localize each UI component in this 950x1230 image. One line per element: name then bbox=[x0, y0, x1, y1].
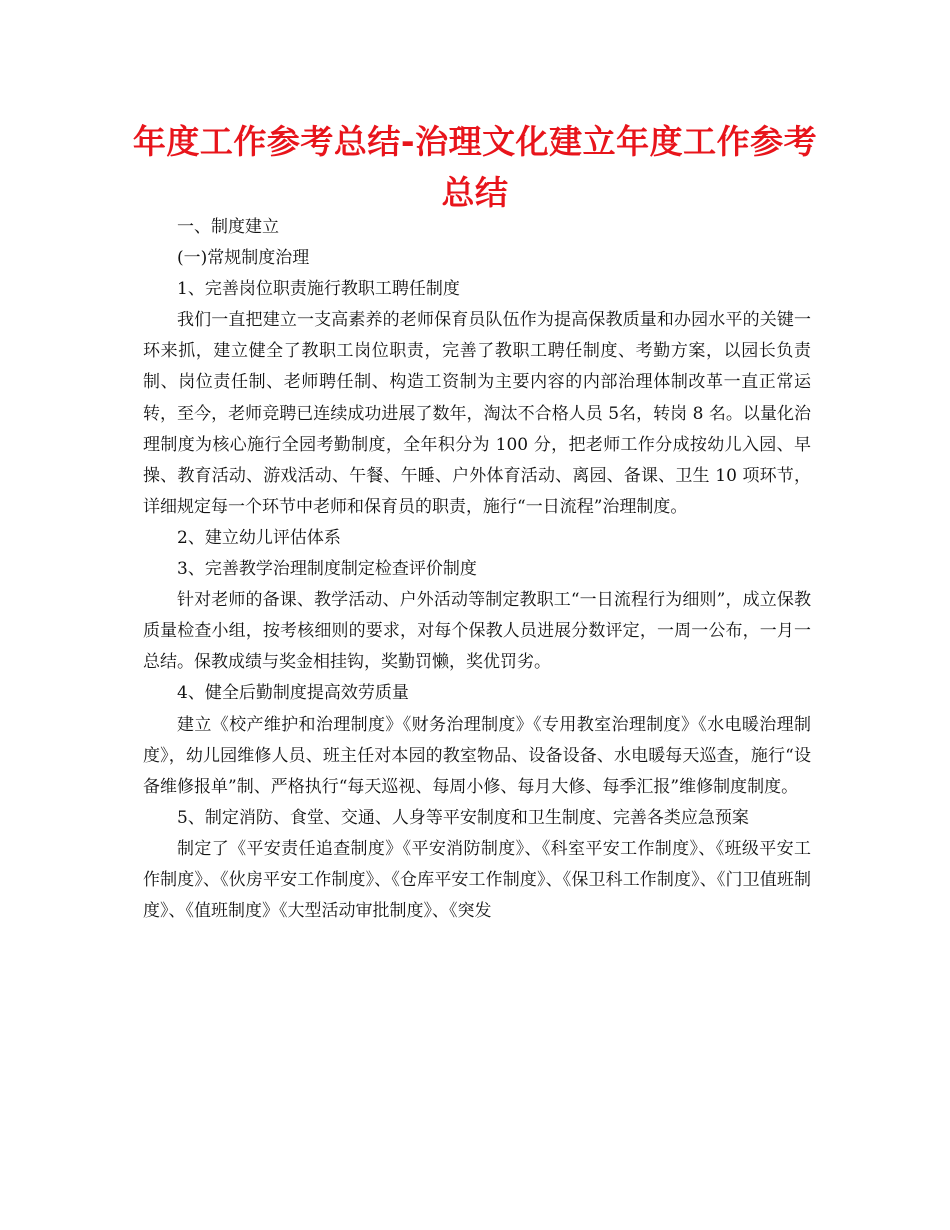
section-heading-system: 一、制度建立 bbox=[177, 217, 279, 237]
paragraph-5: 制定了《平安责任追查制度》《平安消防制度》、《科室平安工作制度》、《班级平安工作制度》、《伙房平安工作制度》、《仓库平安工作制度》、《保卫科工作制度》、《门卫值班制度》、《值班制度》《大型活动审批制度》、《突发 bbox=[143, 838, 811, 922]
document-title: 年度工作参考总结-治理文化建立年度工作参考总结 bbox=[132, 122, 818, 212]
item-heading-3: 3、完善教学治理制度制定检查评价制度 bbox=[177, 559, 477, 580]
paragraph-4: 建立《校产维护和治理制度》《财务治理制度》《专用教室治理制度》《水电暖治理制度》，幼儿园维修人员、班主任对本园的教室物品、设备设备、水电暖每天巡查，施行“设备维修报单”制、严格执行“每天巡视、每周小修、每月大修、每季汇报”维修制度制度。 bbox=[143, 714, 811, 797]
item-heading-5: 5、制定消防、食堂、交通、人身等平安制度和卫生制度、完善各类应急预案 bbox=[177, 807, 749, 828]
paragraph-1: 我们一直把建立一支高素养的老师保育员队伍作为提高保教质量和办园水平的关键一环来抓，建立健全了教职工岗位职责，完善了教职工聘任制度、考勤方案，以园长负责制、岗位责任制、老师聘任制、构造工资制为主要内容的内部治理体制改革一直正常运转，至今，老师竞聘已连续成功进展了数年，淘汰不合格人员 5名，转岗 8 名。以量化治理制度为核心施行全园考勤制度，全年积分为 100 分，把老师工作分成按幼儿入园、早操、教育活动、游戏活动、午餐、午睡、户外体育活动、离园、备课、卫生 10 项环节，详细规定每一个环节中老师和保育员的职责，施行“一日流程”治理制度。 bbox=[143, 310, 811, 517]
document-body bbox=[143, 212, 811, 927]
item-heading-2: 2、建立幼儿评估体系 bbox=[177, 527, 341, 548]
paragraph-3: 针对老师的备课、教学活动、户外活动等制定教职工“一日流程行为细则”，成立保教质量检查小组，按考核细则的要求，对每个保教人员进展分数评定，一周一公布，一月一总结。保教成绩与奖金相挂钩，奖勤罚懒，奖优罚劣。 bbox=[143, 590, 811, 673]
subsection-heading-routine: (一)常规制度治理 bbox=[177, 248, 310, 269]
item-heading-4: 4、健全后勤制度提高效劳质量 bbox=[177, 683, 409, 704]
item-heading-1: 1、完善岗位职责施行教职工聘任制度 bbox=[177, 279, 460, 300]
